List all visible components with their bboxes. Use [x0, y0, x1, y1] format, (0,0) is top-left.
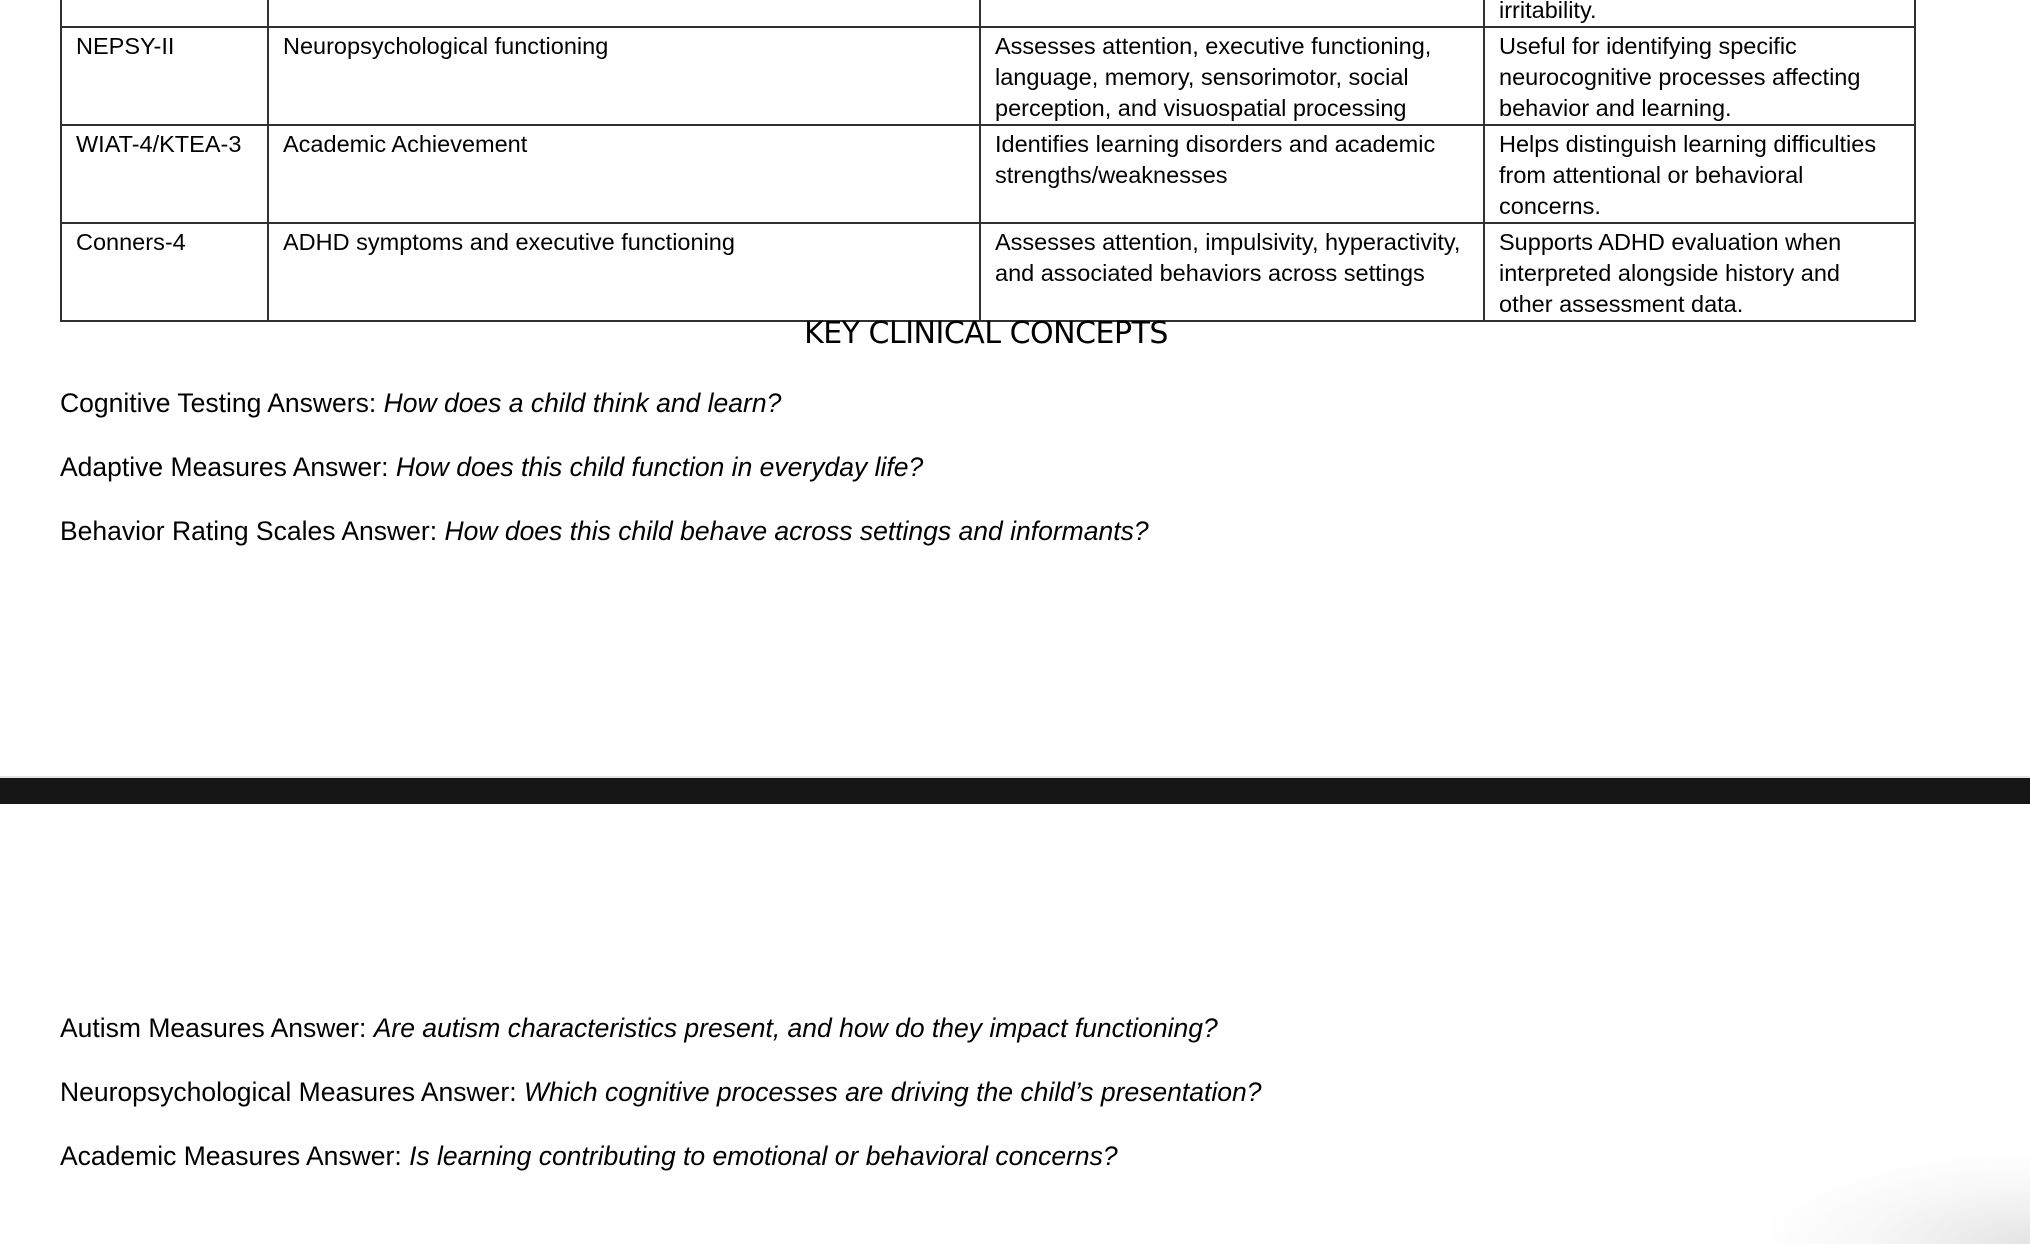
table-row [61, 27, 1915, 125]
table-cell-measure: Conners-4 [61, 223, 268, 321]
document-page-bottom [0, 804, 2030, 1244]
table-cell-text: irritability. [1499, 0, 1597, 23]
table-cell-measure: NEPSY-II [61, 27, 268, 125]
table-row [61, 125, 1915, 223]
table-cell-purpose: Assesses attention, impulsivity, hyperactivity, and associated behaviors across settings [980, 223, 1484, 321]
table-cell-notes: Supports ADHD evaluation when interpreted alongside history and other assessment data. [1484, 223, 1915, 321]
table-cell-measure: WIAT-4/KTEA-3 [61, 125, 268, 223]
concept-question: How does this child function in everyday life? [395, 452, 924, 482]
concept-question: How does this child behave across settings and informants? [444, 516, 1149, 546]
page-corner-shadow [1770, 1154, 2030, 1244]
concept-label: Neuropsychological Measures Answer: [60, 1077, 524, 1107]
table-cell-domain [268, 0, 980, 27]
table-cell-purpose [980, 0, 1484, 27]
concept-line-adaptive [60, 450, 923, 484]
concept-line-academic [60, 1139, 1118, 1173]
table-cell-domain: ADHD symptoms and executive functioning [268, 223, 980, 321]
table-cell-purpose: Assesses attention, executive functioning, language, memory, sensorimotor, social perception, and visuospatial processing [980, 27, 1484, 125]
table-cell-notes: Helps distinguish learning difficulties from attentional or behavioral concerns. [1484, 125, 1915, 223]
table-cell-notes [1484, 0, 1915, 27]
table-row [61, 223, 1915, 321]
table-cell-notes: Useful for identifying specific neurocognitive processes affecting behavior and learning. [1484, 27, 1915, 125]
concept-line-behavior [60, 514, 1149, 548]
table-cell-measure [61, 0, 268, 27]
concept-question: How does a child think and learn? [383, 388, 782, 418]
concept-label: Behavior Rating Scales Answer: [60, 516, 445, 546]
concept-question: Which cognitive processes are driving the child’s presentation? [523, 1077, 1262, 1107]
assessment-table [60, 0, 1916, 322]
table-cell-purpose: Identifies learning disorders and academic strengths/weaknesses [980, 125, 1484, 223]
concept-label: Adaptive Measures Answer: [60, 452, 396, 482]
table-row [61, 0, 1915, 27]
concept-label: Cognitive Testing Answers: [60, 388, 384, 418]
concept-line-cognitive [60, 386, 781, 420]
page-break-divider [0, 776, 2030, 804]
section-heading: KEY CLINICAL CONCEPTS [804, 316, 1168, 351]
table-cell-domain: Academic Achievement [268, 125, 980, 223]
concept-line-neuropsych [60, 1075, 1261, 1109]
concept-question: Is learning contributing to emotional or behavioral concerns? [409, 1141, 1118, 1171]
concept-question: Are autism characteristics present, and how do they impact functioning? [373, 1013, 1218, 1043]
concept-label: Autism Measures Answer: [60, 1013, 374, 1043]
concept-label: Academic Measures Answer: [60, 1141, 410, 1171]
concept-line-autism [60, 1011, 1218, 1045]
table-cell-domain: Neuropsychological functioning [268, 27, 980, 125]
